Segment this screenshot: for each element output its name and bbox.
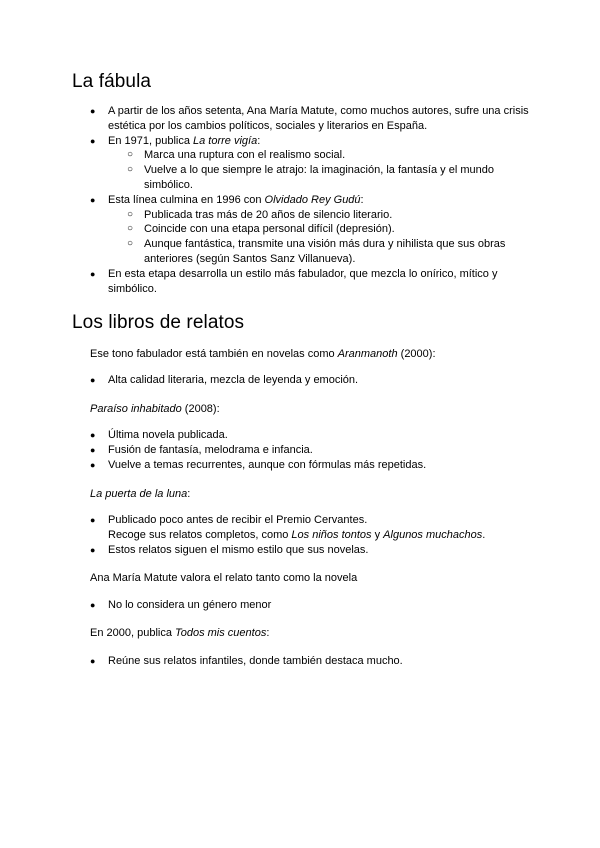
list-item: ● Esta línea culmina en 1996 con Olvidado Rey Gudú: [72,193,532,208]
list [72,598,532,613]
section-la-fabula-list [72,104,532,296]
list-subitem: ○ Publicada tras más de 20 años de silencio literario. [72,208,532,223]
list-item: ● No lo considera un género menor [72,598,532,613]
book-title: Todos mis cuentos [175,627,267,639]
book-title: Olvidado Rey Gudú [264,193,361,206]
list-item: ● A partir de los años setenta, Ana María Matute, como muchos autores, sufre una crisis estética por los cambios políticos, sociales y literarios en España. [72,104,532,134]
list-item: ● Reúne sus relatos infantiles, donde también destaca mucho. [72,654,532,669]
section-title-la-fabula: La fábula [72,71,152,92]
paragraph: Ana María Matute valora el relato tanto como la novela [90,572,358,584]
book-title: Paraíso inhabitado [90,403,182,415]
list-item: ● En esta etapa desarrolla un estilo más fabulador, que mezcla lo onírico, mítico y simbólico. [72,267,532,297]
list [72,654,532,669]
list-item: ● Publicado poco antes de recibir el Premio Cervantes. Recoge sus relatos completos, como Los niños tontos y Algunos muchachos. [72,513,532,543]
list-subitem: ○ Marca una ruptura con el realismo social. [72,148,532,163]
list-item: ● Fusión de fantasía, melodrama e infancia. [72,443,532,458]
paragraph: Ese tono fabulador está también en novelas como Aranmanoth (2000): [90,348,436,360]
list-subitem: ○ Vuelve a lo que siempre le atrajo: la imaginación, la fantasía y el mundo simbólico. [72,163,532,193]
paragraph: La puerta de la luna: [90,488,191,500]
list-subitem: ○ Aunque fantástica, transmite una visión más dura y nihilista que sus obras anteriores (según Santos Sanz Villanueva). [72,237,532,267]
list [72,513,532,557]
list [72,373,532,388]
list-item: ● Estos relatos siguen el mismo estilo que sus novelas. [72,543,532,558]
book-title: Algunos muchachos [383,528,483,541]
list-subitem: ○ Coincide con una etapa personal difícil (depresión). [72,222,532,237]
list-item: ● En 1971, publica La torre vigía: [72,134,532,149]
book-title: La torre vigía [193,134,258,147]
paragraph: Paraíso inhabitado (2008): [90,403,220,415]
list-item: ● Vuelve a temas recurrentes, aunque con fórmulas más repetidas. [72,458,532,473]
book-title: Aranmanoth [337,348,398,360]
book-title: Los niños tontos [291,528,372,541]
list-item: ● Última novela publicada. [72,428,532,443]
section-title-libros-de-relatos: Los libros de relatos [72,312,245,333]
book-title: La puerta de la luna [90,488,188,500]
list [72,428,532,472]
paragraph: En 2000, publica Todos mis cuentos: [90,627,270,639]
list-item: ● Alta calidad literaria, mezcla de leyenda y emoción. [72,373,532,388]
